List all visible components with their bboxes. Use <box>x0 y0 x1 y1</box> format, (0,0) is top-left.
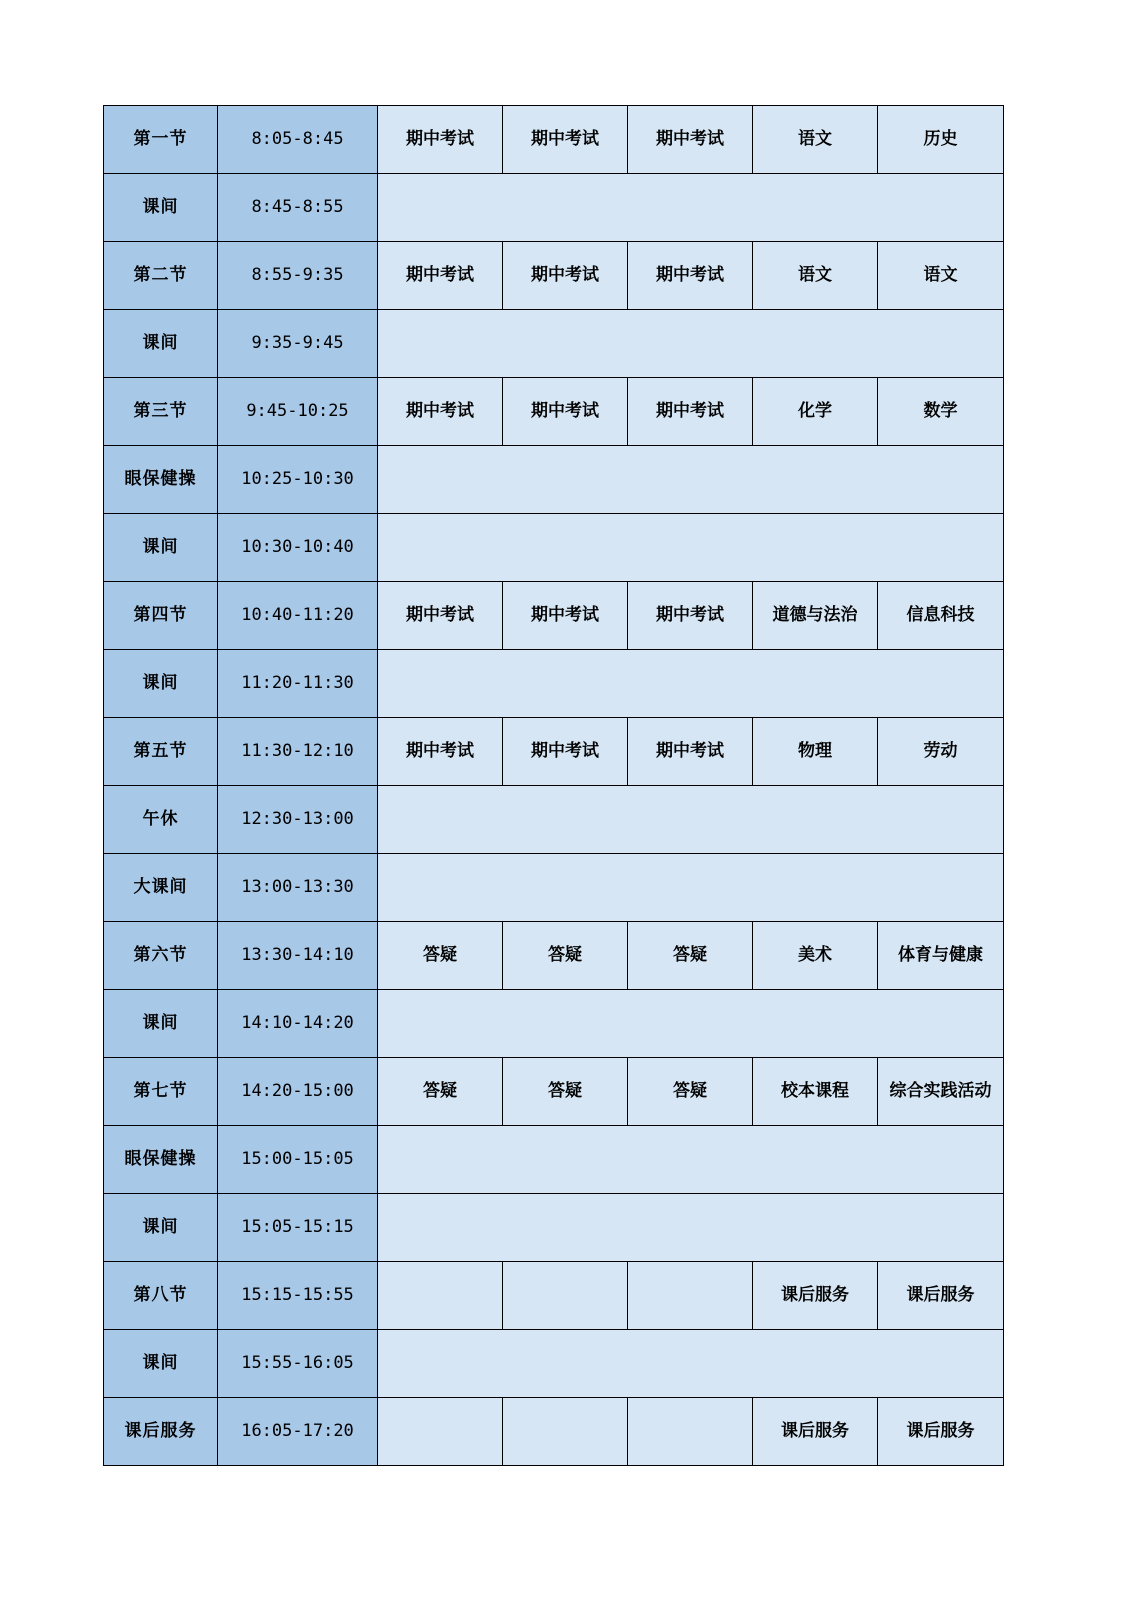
time-range: 10:25-10:30 <box>218 446 378 514</box>
table-row <box>104 786 1004 854</box>
empty-cell <box>378 1398 503 1466</box>
time-range: 15:05-15:15 <box>218 1194 378 1262</box>
course-cell: 期中考试 <box>378 106 503 174</box>
break-span-cell <box>378 786 1004 854</box>
course-cell: 期中考试 <box>503 718 628 786</box>
schedule-table-container <box>103 105 1003 1466</box>
course-cell: 答疑 <box>378 922 503 990</box>
time-range: 8:55-9:35 <box>218 242 378 310</box>
course-cell: 答疑 <box>628 1058 753 1126</box>
table-row <box>104 1330 1004 1398</box>
time-range: 15:15-15:55 <box>218 1262 378 1330</box>
break-span-cell <box>378 174 1004 242</box>
empty-cell <box>503 1262 628 1330</box>
break-span-cell <box>378 1126 1004 1194</box>
table-row <box>104 922 1004 990</box>
course-cell: 期中考试 <box>378 582 503 650</box>
course-cell: 体育与健康 <box>878 922 1004 990</box>
course-cell: 道德与法治 <box>753 582 878 650</box>
empty-cell <box>378 1262 503 1330</box>
course-cell: 综合实践活动 <box>878 1058 1004 1126</box>
empty-cell <box>503 1398 628 1466</box>
course-cell: 期中考试 <box>378 242 503 310</box>
time-range: 15:55-16:05 <box>218 1330 378 1398</box>
break-span-cell <box>378 854 1004 922</box>
course-cell: 期中考试 <box>628 242 753 310</box>
table-row <box>104 990 1004 1058</box>
schedule-body <box>104 106 1004 1466</box>
course-cell: 期中考试 <box>628 582 753 650</box>
course-cell: 期中考试 <box>628 106 753 174</box>
course-cell: 答疑 <box>503 922 628 990</box>
break-span-cell <box>378 310 1004 378</box>
course-cell: 历史 <box>878 106 1004 174</box>
course-cell: 答疑 <box>628 922 753 990</box>
time-range: 14:20-15:00 <box>218 1058 378 1126</box>
course-cell: 劳动 <box>878 718 1004 786</box>
period-label: 眼保健操 <box>104 1126 218 1194</box>
time-range: 15:00-15:05 <box>218 1126 378 1194</box>
period-label: 第三节 <box>104 378 218 446</box>
time-range: 13:30-14:10 <box>218 922 378 990</box>
course-cell: 课后服务 <box>753 1398 878 1466</box>
time-range: 11:30-12:10 <box>218 718 378 786</box>
time-range: 11:20-11:30 <box>218 650 378 718</box>
table-row <box>104 242 1004 310</box>
empty-cell <box>628 1398 753 1466</box>
course-cell: 课后服务 <box>878 1262 1004 1330</box>
period-label: 眼保健操 <box>104 446 218 514</box>
table-row <box>104 1126 1004 1194</box>
period-label: 课间 <box>104 990 218 1058</box>
course-cell: 课后服务 <box>878 1398 1004 1466</box>
break-span-cell <box>378 446 1004 514</box>
table-row <box>104 446 1004 514</box>
period-label: 第四节 <box>104 582 218 650</box>
period-label: 第二节 <box>104 242 218 310</box>
period-label: 课间 <box>104 1330 218 1398</box>
period-label: 第六节 <box>104 922 218 990</box>
period-label: 第一节 <box>104 106 218 174</box>
course-cell: 期中考试 <box>628 718 753 786</box>
time-range: 10:30-10:40 <box>218 514 378 582</box>
period-label: 大课间 <box>104 854 218 922</box>
break-span-cell <box>378 514 1004 582</box>
empty-cell <box>628 1262 753 1330</box>
course-cell: 校本课程 <box>753 1058 878 1126</box>
course-cell: 期中考试 <box>378 378 503 446</box>
course-cell: 语文 <box>753 106 878 174</box>
course-cell: 语文 <box>878 242 1004 310</box>
period-label: 课间 <box>104 310 218 378</box>
time-range: 16:05-17:20 <box>218 1398 378 1466</box>
break-span-cell <box>378 1330 1004 1398</box>
table-row <box>104 1058 1004 1126</box>
period-label: 第五节 <box>104 718 218 786</box>
time-range: 10:40-11:20 <box>218 582 378 650</box>
table-row <box>104 106 1004 174</box>
course-cell: 语文 <box>753 242 878 310</box>
class-schedule-table <box>103 105 1004 1466</box>
time-range: 8:05-8:45 <box>218 106 378 174</box>
period-label: 课间 <box>104 1194 218 1262</box>
course-cell: 数学 <box>878 378 1004 446</box>
table-row <box>104 310 1004 378</box>
time-range: 9:35-9:45 <box>218 310 378 378</box>
table-row <box>104 174 1004 242</box>
table-row <box>104 1194 1004 1262</box>
period-label: 课间 <box>104 174 218 242</box>
period-label: 午休 <box>104 786 218 854</box>
course-cell: 信息科技 <box>878 582 1004 650</box>
period-label: 第七节 <box>104 1058 218 1126</box>
time-range: 12:30-13:00 <box>218 786 378 854</box>
course-cell: 期中考试 <box>503 378 628 446</box>
table-row <box>104 514 1004 582</box>
period-label: 课间 <box>104 650 218 718</box>
break-span-cell <box>378 650 1004 718</box>
table-row <box>104 718 1004 786</box>
course-cell: 期中考试 <box>628 378 753 446</box>
table-row <box>104 378 1004 446</box>
course-cell: 期中考试 <box>503 582 628 650</box>
course-cell: 物理 <box>753 718 878 786</box>
course-cell: 课后服务 <box>753 1262 878 1330</box>
break-span-cell <box>378 1194 1004 1262</box>
time-range: 13:00-13:30 <box>218 854 378 922</box>
table-row <box>104 854 1004 922</box>
course-cell: 化学 <box>753 378 878 446</box>
period-label: 课后服务 <box>104 1398 218 1466</box>
table-row <box>104 582 1004 650</box>
course-cell: 期中考试 <box>503 106 628 174</box>
break-span-cell <box>378 990 1004 1058</box>
table-row <box>104 1262 1004 1330</box>
table-row <box>104 1398 1004 1466</box>
course-cell: 美术 <box>753 922 878 990</box>
course-cell: 答疑 <box>378 1058 503 1126</box>
period-label: 第八节 <box>104 1262 218 1330</box>
table-row <box>104 650 1004 718</box>
period-label: 课间 <box>104 514 218 582</box>
course-cell: 期中考试 <box>378 718 503 786</box>
time-range: 8:45-8:55 <box>218 174 378 242</box>
course-cell: 答疑 <box>503 1058 628 1126</box>
course-cell: 期中考试 <box>503 242 628 310</box>
time-range: 14:10-14:20 <box>218 990 378 1058</box>
time-range: 9:45-10:25 <box>218 378 378 446</box>
